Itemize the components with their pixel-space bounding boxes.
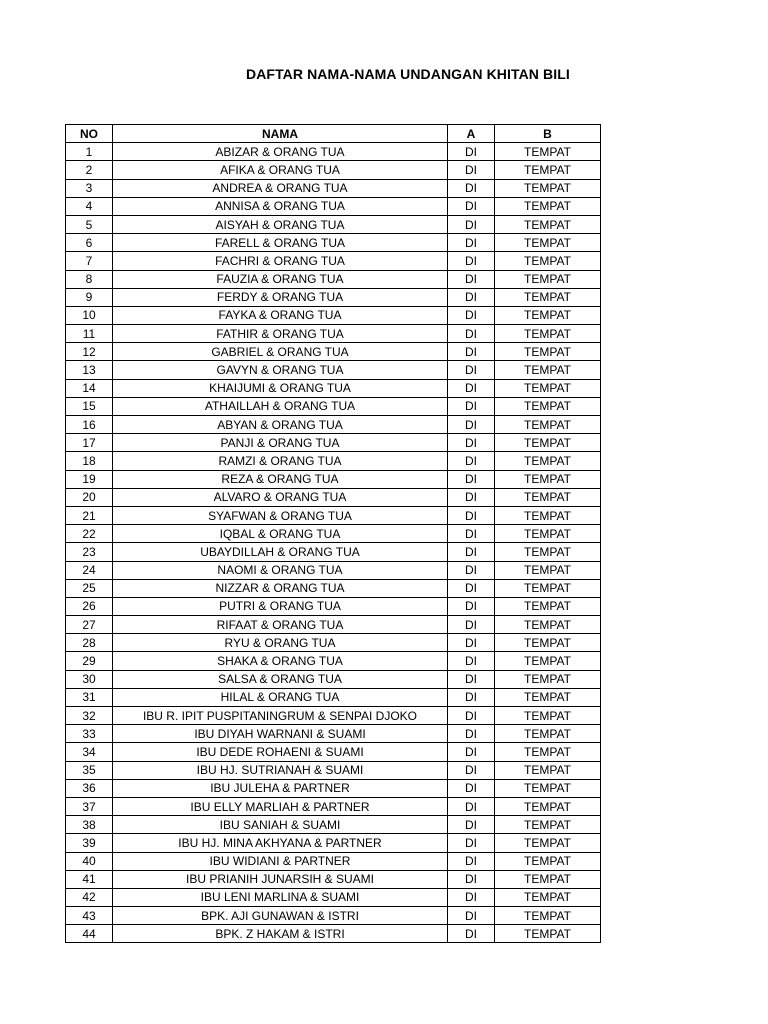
cell-nama: SHAKA & ORANG TUA bbox=[113, 652, 448, 670]
cell-b: TEMPAT bbox=[495, 197, 601, 215]
table-row bbox=[66, 652, 601, 670]
cell-b: TEMPAT bbox=[495, 343, 601, 361]
table-row bbox=[66, 543, 601, 561]
cell-no: 13 bbox=[66, 361, 113, 379]
cell-a: DI bbox=[448, 834, 495, 852]
table-row bbox=[66, 743, 601, 761]
table-row bbox=[66, 470, 601, 488]
table-row bbox=[66, 143, 601, 161]
cell-a: DI bbox=[448, 688, 495, 706]
table-header bbox=[66, 125, 601, 143]
table-row bbox=[66, 907, 601, 925]
cell-b: TEMPAT bbox=[495, 725, 601, 743]
cell-b: TEMPAT bbox=[495, 252, 601, 270]
cell-b: TEMPAT bbox=[495, 688, 601, 706]
cell-b: TEMPAT bbox=[495, 179, 601, 197]
cell-a: DI bbox=[448, 379, 495, 397]
cell-a: DI bbox=[448, 452, 495, 470]
cell-a: DI bbox=[448, 343, 495, 361]
table-row bbox=[66, 925, 601, 943]
cell-nama: IBU JULEHA & PARTNER bbox=[113, 779, 448, 797]
cell-no: 18 bbox=[66, 452, 113, 470]
cell-nama: BPK. Z HAKAM & ISTRI bbox=[113, 925, 448, 943]
cell-a: DI bbox=[448, 852, 495, 870]
cell-no: 25 bbox=[66, 579, 113, 597]
cell-a: DI bbox=[448, 488, 495, 506]
cell-no: 26 bbox=[66, 597, 113, 615]
table-row bbox=[66, 343, 601, 361]
cell-b: TEMPAT bbox=[495, 652, 601, 670]
cell-b: TEMPAT bbox=[495, 506, 601, 524]
cell-nama: FATHIR & ORANG TUA bbox=[113, 325, 448, 343]
table-row bbox=[66, 379, 601, 397]
table-row bbox=[66, 561, 601, 579]
cell-nama: AISYAH & ORANG TUA bbox=[113, 215, 448, 233]
cell-b: TEMPAT bbox=[495, 215, 601, 233]
cell-a: DI bbox=[448, 870, 495, 888]
cell-a: DI bbox=[448, 561, 495, 579]
cell-nama: ALVARO & ORANG TUA bbox=[113, 488, 448, 506]
cell-a: DI bbox=[448, 215, 495, 233]
table-row bbox=[66, 306, 601, 324]
page-title: DAFTAR NAMA-NAMA UNDANGAN KHITAN BILI bbox=[246, 66, 570, 82]
cell-nama: IBU R. IPIT PUSPITANINGRUM & SENPAI DJOKO bbox=[113, 707, 448, 725]
header-a: A bbox=[448, 125, 495, 143]
cell-b: TEMPAT bbox=[495, 470, 601, 488]
table-row bbox=[66, 397, 601, 415]
cell-a: DI bbox=[448, 579, 495, 597]
cell-a: DI bbox=[448, 506, 495, 524]
cell-a: DI bbox=[448, 470, 495, 488]
table-row bbox=[66, 215, 601, 233]
cell-a: DI bbox=[448, 543, 495, 561]
cell-nama: FAUZIA & ORANG TUA bbox=[113, 270, 448, 288]
cell-a: DI bbox=[448, 234, 495, 252]
cell-nama: PANJI & ORANG TUA bbox=[113, 434, 448, 452]
table-row bbox=[66, 361, 601, 379]
cell-no: 40 bbox=[66, 852, 113, 870]
cell-a: DI bbox=[448, 925, 495, 943]
cell-b: TEMPAT bbox=[495, 925, 601, 943]
cell-b: TEMPAT bbox=[495, 779, 601, 797]
cell-no: 34 bbox=[66, 743, 113, 761]
cell-no: 14 bbox=[66, 379, 113, 397]
table-row bbox=[66, 179, 601, 197]
cell-no: 17 bbox=[66, 434, 113, 452]
cell-nama: GAVYN & ORANG TUA bbox=[113, 361, 448, 379]
table-row bbox=[66, 761, 601, 779]
header-row bbox=[66, 125, 601, 143]
cell-b: TEMPAT bbox=[495, 561, 601, 579]
table-row bbox=[66, 434, 601, 452]
cell-b: TEMPAT bbox=[495, 361, 601, 379]
cell-no: 30 bbox=[66, 670, 113, 688]
cell-b: TEMPAT bbox=[495, 907, 601, 925]
cell-nama: IBU WIDIANI & PARTNER bbox=[113, 852, 448, 870]
table-row bbox=[66, 452, 601, 470]
cell-no: 42 bbox=[66, 888, 113, 906]
cell-nama: RAMZI & ORANG TUA bbox=[113, 452, 448, 470]
guest-list-table bbox=[65, 124, 601, 943]
cell-a: DI bbox=[448, 525, 495, 543]
cell-nama: BPK. AJI GUNAWAN & ISTRI bbox=[113, 907, 448, 925]
cell-a: DI bbox=[448, 816, 495, 834]
cell-b: TEMPAT bbox=[495, 452, 601, 470]
cell-no: 16 bbox=[66, 416, 113, 434]
table-row bbox=[66, 797, 601, 815]
cell-a: DI bbox=[448, 397, 495, 415]
cell-b: TEMPAT bbox=[495, 597, 601, 615]
cell-b: TEMPAT bbox=[495, 434, 601, 452]
cell-no: 5 bbox=[66, 215, 113, 233]
cell-no: 31 bbox=[66, 688, 113, 706]
cell-nama: HILAL & ORANG TUA bbox=[113, 688, 448, 706]
cell-b: TEMPAT bbox=[495, 816, 601, 834]
cell-nama: NAOMI & ORANG TUA bbox=[113, 561, 448, 579]
cell-a: DI bbox=[448, 888, 495, 906]
cell-nama: GABRIEL & ORANG TUA bbox=[113, 343, 448, 361]
cell-a: DI bbox=[448, 670, 495, 688]
table-row bbox=[66, 270, 601, 288]
table-row bbox=[66, 197, 601, 215]
cell-b: TEMPAT bbox=[495, 834, 601, 852]
cell-b: TEMPAT bbox=[495, 616, 601, 634]
cell-nama: IBU DIYAH WARNANI & SUAMI bbox=[113, 725, 448, 743]
cell-no: 12 bbox=[66, 343, 113, 361]
cell-a: DI bbox=[448, 416, 495, 434]
cell-b: TEMPAT bbox=[495, 525, 601, 543]
table-row bbox=[66, 506, 601, 524]
table-row bbox=[66, 688, 601, 706]
cell-nama: REZA & ORANG TUA bbox=[113, 470, 448, 488]
cell-no: 3 bbox=[66, 179, 113, 197]
cell-b: TEMPAT bbox=[495, 397, 601, 415]
table-row bbox=[66, 707, 601, 725]
cell-b: TEMPAT bbox=[495, 416, 601, 434]
cell-b: TEMPAT bbox=[495, 870, 601, 888]
cell-no: 29 bbox=[66, 652, 113, 670]
cell-no: 20 bbox=[66, 488, 113, 506]
cell-b: TEMPAT bbox=[495, 161, 601, 179]
cell-b: TEMPAT bbox=[495, 888, 601, 906]
table-row bbox=[66, 834, 601, 852]
table-row bbox=[66, 252, 601, 270]
cell-a: DI bbox=[448, 325, 495, 343]
cell-no: 1 bbox=[66, 143, 113, 161]
cell-a: DI bbox=[448, 270, 495, 288]
cell-a: DI bbox=[448, 652, 495, 670]
table-row bbox=[66, 234, 601, 252]
cell-nama: IBU PRIANIH JUNARSIH & SUAMI bbox=[113, 870, 448, 888]
cell-nama: ATHAILLAH & ORANG TUA bbox=[113, 397, 448, 415]
table-row bbox=[66, 416, 601, 434]
cell-a: DI bbox=[448, 907, 495, 925]
cell-no: 39 bbox=[66, 834, 113, 852]
cell-no: 2 bbox=[66, 161, 113, 179]
cell-b: TEMPAT bbox=[495, 270, 601, 288]
table-body bbox=[66, 143, 601, 943]
cell-a: DI bbox=[448, 361, 495, 379]
cell-no: 19 bbox=[66, 470, 113, 488]
cell-nama: KHAIJUMI & ORANG TUA bbox=[113, 379, 448, 397]
cell-no: 43 bbox=[66, 907, 113, 925]
cell-nama: AFIKA & ORANG TUA bbox=[113, 161, 448, 179]
cell-nama: RYU & ORANG TUA bbox=[113, 634, 448, 652]
cell-no: 28 bbox=[66, 634, 113, 652]
cell-nama: NIZZAR & ORANG TUA bbox=[113, 579, 448, 597]
cell-no: 4 bbox=[66, 197, 113, 215]
cell-b: TEMPAT bbox=[495, 306, 601, 324]
cell-no: 7 bbox=[66, 252, 113, 270]
cell-nama: IBU ELLY MARLIAH & PARTNER bbox=[113, 797, 448, 815]
cell-no: 21 bbox=[66, 506, 113, 524]
table-row bbox=[66, 488, 601, 506]
cell-b: TEMPAT bbox=[495, 670, 601, 688]
cell-no: 24 bbox=[66, 561, 113, 579]
cell-no: 38 bbox=[66, 816, 113, 834]
cell-no: 33 bbox=[66, 725, 113, 743]
cell-nama: FARELL & ORANG TUA bbox=[113, 234, 448, 252]
cell-a: DI bbox=[448, 434, 495, 452]
table-row bbox=[66, 779, 601, 797]
cell-no: 41 bbox=[66, 870, 113, 888]
cell-a: DI bbox=[448, 306, 495, 324]
cell-nama: FACHRI & ORANG TUA bbox=[113, 252, 448, 270]
header-b: B bbox=[495, 125, 601, 143]
cell-a: DI bbox=[448, 143, 495, 161]
cell-no: 8 bbox=[66, 270, 113, 288]
table-row bbox=[66, 325, 601, 343]
cell-no: 10 bbox=[66, 306, 113, 324]
table-row bbox=[66, 597, 601, 615]
cell-no: 37 bbox=[66, 797, 113, 815]
cell-a: DI bbox=[448, 597, 495, 615]
cell-b: TEMPAT bbox=[495, 743, 601, 761]
cell-b: TEMPAT bbox=[495, 288, 601, 306]
cell-a: DI bbox=[448, 197, 495, 215]
table-row bbox=[66, 670, 601, 688]
cell-nama: ANDREA & ORANG TUA bbox=[113, 179, 448, 197]
header-nama: NAMA bbox=[113, 125, 448, 143]
cell-a: DI bbox=[448, 707, 495, 725]
table-row bbox=[66, 288, 601, 306]
cell-b: TEMPAT bbox=[495, 143, 601, 161]
table-row bbox=[66, 870, 601, 888]
cell-b: TEMPAT bbox=[495, 634, 601, 652]
table-row bbox=[66, 634, 601, 652]
cell-a: DI bbox=[448, 616, 495, 634]
cell-nama: IQBAL & ORANG TUA bbox=[113, 525, 448, 543]
cell-nama: ABIZAR & ORANG TUA bbox=[113, 143, 448, 161]
table-row bbox=[66, 161, 601, 179]
cell-a: DI bbox=[448, 252, 495, 270]
cell-nama: RIFAAT & ORANG TUA bbox=[113, 616, 448, 634]
cell-no: 23 bbox=[66, 543, 113, 561]
cell-a: DI bbox=[448, 797, 495, 815]
table-row bbox=[66, 725, 601, 743]
table-row bbox=[66, 525, 601, 543]
cell-b: TEMPAT bbox=[495, 325, 601, 343]
cell-no: 15 bbox=[66, 397, 113, 415]
cell-no: 22 bbox=[66, 525, 113, 543]
cell-nama: IBU SANIAH & SUAMI bbox=[113, 816, 448, 834]
cell-no: 9 bbox=[66, 288, 113, 306]
cell-a: DI bbox=[448, 179, 495, 197]
cell-nama: IBU LENI MARLINA & SUAMI bbox=[113, 888, 448, 906]
cell-nama: FAYKA & ORANG TUA bbox=[113, 306, 448, 324]
cell-nama: ANNISA & ORANG TUA bbox=[113, 197, 448, 215]
header-no: NO bbox=[66, 125, 113, 143]
table-row bbox=[66, 616, 601, 634]
cell-nama: ABYAN & ORANG TUA bbox=[113, 416, 448, 434]
cell-b: TEMPAT bbox=[495, 761, 601, 779]
cell-b: TEMPAT bbox=[495, 234, 601, 252]
cell-no: 36 bbox=[66, 779, 113, 797]
cell-nama: IBU HJ. MINA AKHYANA & PARTNER bbox=[113, 834, 448, 852]
cell-no: 6 bbox=[66, 234, 113, 252]
cell-a: DI bbox=[448, 761, 495, 779]
cell-a: DI bbox=[448, 288, 495, 306]
cell-b: TEMPAT bbox=[495, 579, 601, 597]
cell-no: 11 bbox=[66, 325, 113, 343]
cell-b: TEMPAT bbox=[495, 852, 601, 870]
cell-b: TEMPAT bbox=[495, 488, 601, 506]
cell-no: 44 bbox=[66, 925, 113, 943]
cell-no: 27 bbox=[66, 616, 113, 634]
cell-a: DI bbox=[448, 634, 495, 652]
cell-nama: FERDY & ORANG TUA bbox=[113, 288, 448, 306]
cell-b: TEMPAT bbox=[495, 707, 601, 725]
cell-nama: IBU DEDE ROHAENI & SUAMI bbox=[113, 743, 448, 761]
cell-no: 35 bbox=[66, 761, 113, 779]
cell-a: DI bbox=[448, 161, 495, 179]
cell-b: TEMPAT bbox=[495, 797, 601, 815]
cell-no: 32 bbox=[66, 707, 113, 725]
cell-b: TEMPAT bbox=[495, 543, 601, 561]
cell-a: DI bbox=[448, 725, 495, 743]
cell-a: DI bbox=[448, 743, 495, 761]
cell-nama: UBAYDILLAH & ORANG TUA bbox=[113, 543, 448, 561]
cell-nama: SALSA & ORANG TUA bbox=[113, 670, 448, 688]
cell-nama: PUTRI & ORANG TUA bbox=[113, 597, 448, 615]
table-row bbox=[66, 816, 601, 834]
table-row bbox=[66, 852, 601, 870]
cell-nama: SYAFWAN & ORANG TUA bbox=[113, 506, 448, 524]
cell-b: TEMPAT bbox=[495, 379, 601, 397]
cell-a: DI bbox=[448, 779, 495, 797]
table-row bbox=[66, 888, 601, 906]
table-row bbox=[66, 579, 601, 597]
cell-nama: IBU HJ. SUTRIANAH & SUAMI bbox=[113, 761, 448, 779]
